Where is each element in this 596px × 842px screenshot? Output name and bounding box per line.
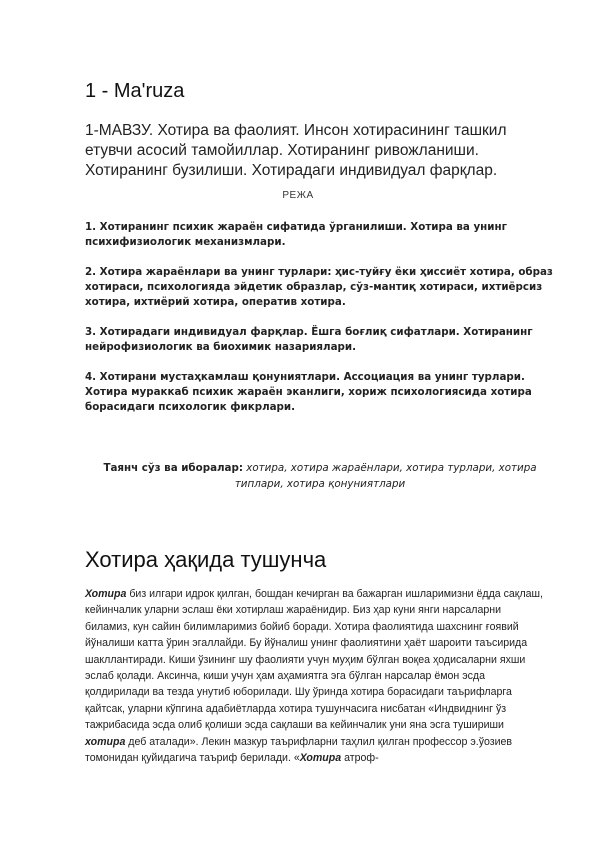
term-emphasis: Хотира bbox=[299, 752, 342, 765]
lecture-title: 1 - Ma'ruza bbox=[85, 80, 185, 102]
topic-heading: 1-МАВЗУ. Хотира ва фаолият. Инсон хотирасининг ташкил етувчи асосий тамойиллар. Хотиранинг ривожланиши. Хотиранинг бузилиши. Хотирадаги индивидуал фарқлар. bbox=[85, 122, 507, 179]
section-title: Хотира ҳақида тушунча bbox=[85, 547, 327, 572]
plan-item: 4. Хотирани мустаҳкамлаш қонуниятлари. Ассоциация ва унинг турлари. Хотира мураккаб психик жараён эканлиги, хориж психологиясида хотира борасидаги психологик фикрлари. bbox=[85, 371, 532, 413]
plan-item: 2. Хотира жараёнлари ва унинг турлари: ҳис-туйғу ёки ҳиссиёт хотира, образ хотираси, психологияда эйдетик образлар, сўз-мантиқ хотираси, ихтиёрсиз хотира, ихтиёрий хотира, оператив хотира. bbox=[85, 266, 553, 308]
paragraph-text: деб аталади». Лекин мазкур таърифларни таҳлил қилган профессор э.ўозиев томонидан қуйидагича таъриф берилади. « bbox=[85, 735, 513, 765]
plan-list bbox=[85, 220, 555, 430]
plan-item: 1. Хотиранинг психик жараён сифатида ўрганилиши. Хотира ва унинг психифизиологик механизмлари. bbox=[85, 221, 507, 248]
paragraph-text: биз илгари идрок қилган, бошдан кечирган ва бажарган ишларимизни ёдда сақлаш, кейинчалик уларни эслаш ёки хотирлаш жараёнидир. Биз ҳар куни янги нарсаларни биламиз, кун сайин билимларимиз бойиб боради. Хотира фаолиятида шахснинг ғоявий йўналиши катта ўрин эгаллайди. Бу йўналиш унинг фаолиятини ҳаёт шароити таъсирида шакллантиради. Киши ўзининг шу фаолияти учун муҳим бўлган воқеа ҳодисаларни яхши эслаб қолади. Аксинча, киши учун ҳам аҳамиятга эга бўлган нарсалар ёмон эсда қолдирилади ва тезда унутиб юборилади. Шу ўринда хотира борасидаги таърифларга қайтсак, уларни кўпгина адабиётларда хотира тушунчасига нисбатан «Индвиднинг ўз тажрибасида эсда олиб қолиши эсда сақлаши ва кейинчалик уни яна эсга тушириши bbox=[85, 588, 543, 732]
plan-item: 3. Хотирадаги индивидуал фарқлар. Ёшга боғлиқ сифатлари. Хотиранинг нейрофизиологик ва биохимик назариялари. bbox=[85, 326, 533, 353]
keywords-label: Таянч сўз ва иборалар: bbox=[103, 462, 243, 474]
keywords-text: хотира, хотира жараёнлари, хотира турлари, хотира типлари, хотира қонуниятлари bbox=[234, 462, 537, 490]
body-paragraph bbox=[85, 586, 545, 766]
paragraph-text: атроф- bbox=[341, 752, 379, 765]
term-emphasis: Хотира bbox=[85, 588, 127, 600]
plan-heading: РЕЖА bbox=[282, 190, 314, 201]
keywords-block bbox=[85, 460, 555, 492]
term-emphasis: хотира bbox=[85, 735, 126, 748]
